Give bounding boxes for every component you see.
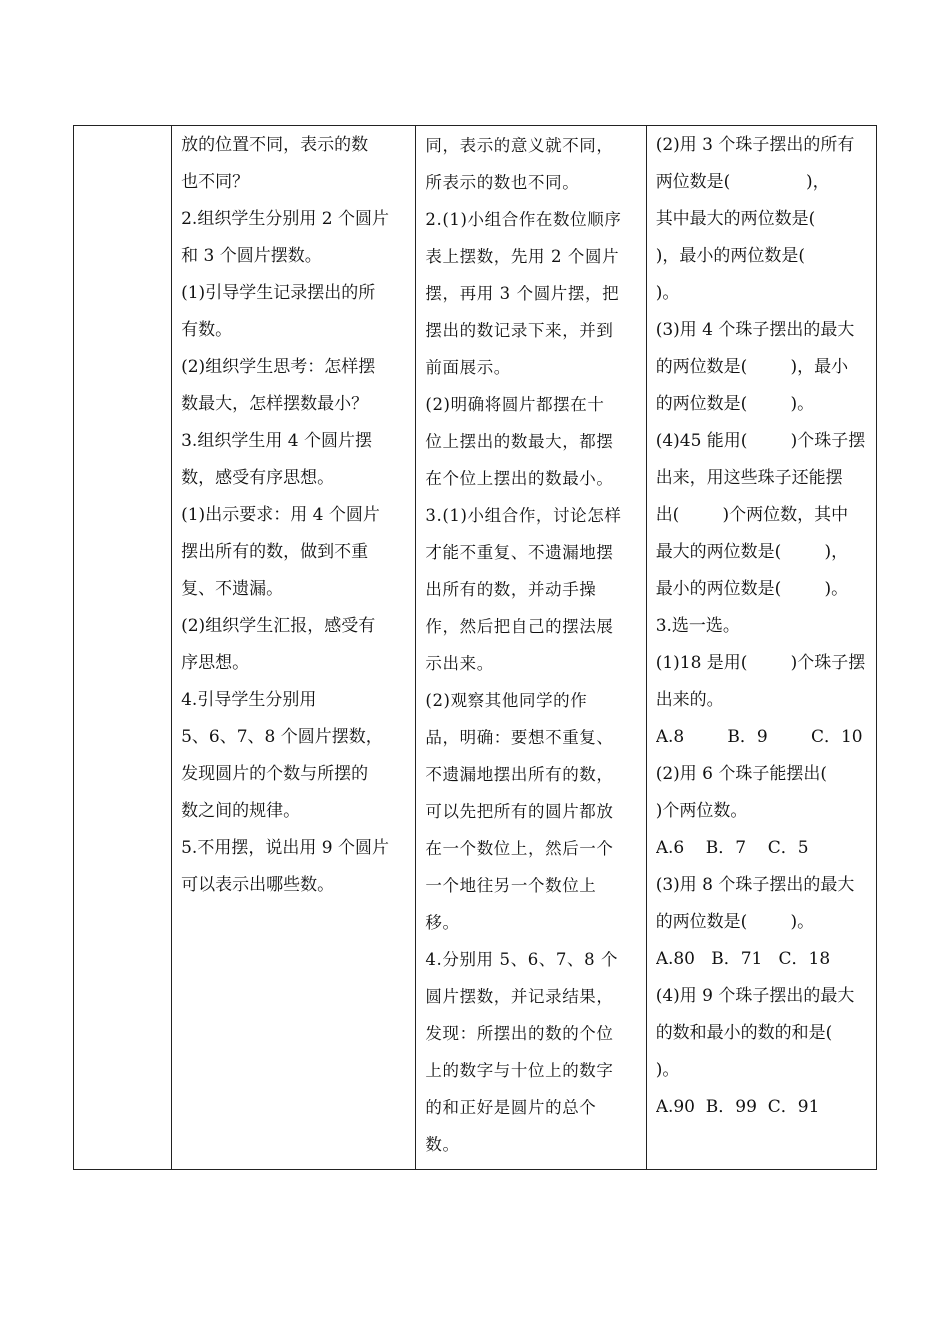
col4-text-line: 出来，用这些珠子还能摆 [655,468,843,488]
col2-text-line: (2)组织学生汇报，感受有 [181,616,376,636]
table-row [74,126,877,1170]
col3-text-line: 一个地往另一个数位上 [425,876,597,895]
col3-text-line: (2)明确将圆片都摆在十 [425,395,605,414]
student-activity-text [416,126,645,1169]
teacher-activity-cell [172,126,416,1170]
exercise-cell [646,126,876,1170]
col2-text-line: 摆出所有的数，做到不重 [181,542,369,562]
col3-text-line: 在一个数位上，然后一个 [425,839,614,858]
col3-text-line: 出所有的数，并动手操 [425,580,597,599]
col2-text-line: 2.组织学生分别用 2 个圆片 [181,209,389,229]
col4-text-line: (1)18 是用( )个珠子摆 [655,653,866,673]
col2-text-line: 数最大，怎样摆数最小？ [181,394,369,414]
col4-text-line: (2)用 6 个珠子能摆出( [655,764,828,784]
col4-text-line: 的数和最小的数的和是( [655,1023,833,1043]
col4-text-line: A.8 B．9 C．10 [655,727,863,747]
col4-text-line: A.6 B．7 C．5 [655,838,809,858]
col3-text-line: 才能不重复、不遗漏地摆 [425,543,614,562]
col2-text-line: 发现圆片的个数与所摆的 [181,764,369,784]
col3-text-line: 发现：所摆出的数的个位 [425,1024,614,1043]
col3-text-line: 不遗漏地摆出所有的数， [425,765,614,784]
col4-text-line: 出来的。 [655,690,724,710]
col2-text-line: 数，感受有序思想。 [181,468,335,488]
col2-text-line: 数之间的规律。 [181,801,301,821]
col4-text-line: 的两位数是( )。 [655,394,815,414]
col3-text-line: 所表示的数也不同。 [425,173,580,192]
col2-text-line: (1)引导学生记录摆出的所 [181,283,376,303]
col2-text-line: 3.组织学生用 4 个圆片摆 [181,431,372,451]
col3-text-line: 位上摆出的数最大，都摆 [425,432,614,451]
col2-text-line: 有数。 [181,320,233,340]
lesson-plan-table [73,125,877,1170]
col2-text-line: 4.引导学生分别用 [181,690,317,710]
col3-text-line: 摆出的数记录下来，并到 [425,321,614,340]
col2-text-line: 5.不用摆，说出用 9 个圆片 [181,838,389,858]
col4-text-line: 的两位数是( )。 [655,912,815,932]
col4-text-line: )。 [655,1060,680,1080]
col4-text-line: )个两位数。 [655,801,748,821]
col3-text-line: 摆，再用 3 个圆片摆，把 [425,284,620,303]
col3-text-line: 可以先把所有的圆片都放 [425,802,614,821]
col2-text-line: 序思想。 [181,653,250,673]
col4-text-line: 3.选一选。 [655,616,740,636]
col4-text-line: (3)用 4 个珠子摆出的最大 [655,320,855,340]
col2-text-line: 5、6、7、8 个圆片摆数， [181,727,383,747]
col4-text-line: (2)用 3 个珠子摆出的所有 [655,135,855,155]
col4-text-line: 其中最大的两位数是( [655,209,816,229]
col4-text-line: 两位数是( )， [655,172,830,192]
col4-text-line: 最大的两位数是( )， [655,542,849,562]
col3-text-line: 3.(1)小组合作，讨论怎样 [425,506,622,525]
col2-text-line: (1)出示要求：用 4 个圆片 [181,505,380,525]
col4-text-line: 最小的两位数是( )。 [655,579,849,599]
col4-text-line: )，最小的两位数是( [655,246,805,266]
col3-text-line: 同，表示的意义就不同， [425,136,614,155]
student-activity-cell [416,126,646,1170]
col2-text-line: 可以表示出哪些数。 [181,875,335,895]
col3-text-line: 品，明确：要想不重复、 [425,728,614,747]
col3-text-line: 圆片摆数，并记录结果， [425,987,614,1006]
exercise-text [647,126,876,1132]
col3-text-line: 上的数字与十位上的数字 [425,1061,614,1080]
col3-text-line: 4.分别用 5、6、7、8 个 [425,950,619,969]
col3-text-line: 数。 [425,1135,460,1154]
col2-text-line: 放的位置不同，表示的数 [181,135,369,155]
stage-column-cell [74,126,172,1170]
col4-text-line: A.80 B．71 C．18 [655,949,831,969]
col4-text-line: (3)用 8 个珠子摆出的最大 [655,875,855,895]
col3-text-line: 作，然后把自己的摆法展 [425,617,614,636]
teacher-activity-text [172,126,415,910]
col3-text-line: 2.(1)小组合作在数位顺序 [425,210,622,229]
col2-text-line: 复、不遗漏。 [181,579,284,599]
col4-text-line: )。 [655,283,680,303]
stage-column-text [74,126,171,133]
col2-text-line: 和 3 个圆片摆数。 [181,246,322,266]
col3-text-line: 的和正好是圆片的总个 [425,1098,597,1117]
col2-text-line: (2)组织学生思考：怎样摆 [181,357,376,377]
col2-text-line: 也不同？ [181,172,250,192]
col3-text-line: 在个位上摆出的数最小。 [425,469,614,488]
col4-text-line: A.90 B．99 C．91 [655,1097,820,1117]
col3-text-line: 前面展示。 [425,358,511,377]
col3-text-line: 移。 [425,913,460,932]
col3-text-line: 示出来。 [425,654,494,673]
col4-text-line: (4)用 9 个珠子摆出的最大 [655,986,855,1006]
col4-text-line: 的两位数是( )，最小 [655,357,849,377]
col4-text-line: 出( )个两位数，其中 [655,505,849,525]
col3-text-line: (2)观察其他同学的作 [425,691,588,710]
col4-text-line: (4)45 能用( )个珠子摆 [655,431,866,451]
col3-text-line: 表上摆数，先用 2 个圆片 [425,247,620,266]
